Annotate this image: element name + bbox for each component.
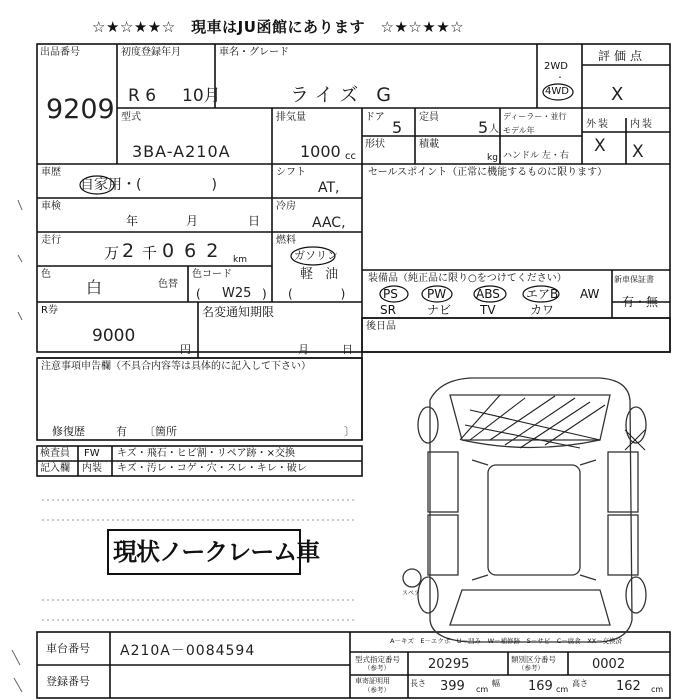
type-designation-sub: （参考） bbox=[364, 664, 390, 672]
lot-number-label: 出品番号 bbox=[40, 47, 80, 58]
cooler-value: AAC, bbox=[312, 215, 346, 231]
shift-value: AT, bbox=[318, 180, 340, 196]
entry-label: 記入欄 bbox=[40, 463, 70, 474]
interior-items: キズ・汚レ・コゲ・穴・スレ・キレ・破レ bbox=[117, 463, 307, 474]
warranty-options: 有・無 bbox=[622, 295, 659, 309]
handle-label: ハンドル 左・右 bbox=[503, 151, 569, 161]
displacement-value: 1000 bbox=[300, 142, 341, 161]
new-warranty-label: 新車保証書 bbox=[614, 275, 654, 284]
height-unit: cm bbox=[651, 685, 664, 694]
chassis-number-value: A210A－0084594 bbox=[120, 643, 256, 659]
interior-label: 内装 bbox=[630, 119, 654, 130]
category-label: 類別区分番号 bbox=[511, 655, 556, 664]
recycle-label: R券 bbox=[41, 305, 58, 316]
color-code-close: ) bbox=[262, 287, 267, 301]
color-code-open: ( bbox=[196, 287, 201, 301]
chassis-label: 車台番号 bbox=[46, 642, 90, 655]
rating-value: X bbox=[611, 84, 624, 105]
length-label: 長さ bbox=[410, 679, 426, 688]
color-label: 色 bbox=[41, 269, 51, 280]
fuel-other: ( ) bbox=[288, 287, 346, 301]
rating-label: 評価点 bbox=[598, 49, 647, 63]
no-claim-stamp: 現状ノークレーム車 bbox=[113, 538, 320, 566]
cert-label: 車寄証明用 bbox=[355, 677, 390, 685]
equip-sr: SR bbox=[380, 303, 396, 317]
equip-pw: PW bbox=[427, 287, 447, 301]
first-registration-label: 初度登録年月 bbox=[121, 47, 181, 58]
exterior-value: X bbox=[594, 136, 606, 156]
damage-legend: A－キズ E－エクボ U－凹み W－補修跡 S－サビ C－腐食 XX－交換済 bbox=[390, 637, 623, 645]
equip-abs: ABS bbox=[476, 287, 500, 301]
sales-point-label: セールスポイント（正常に機能するものに限ります） bbox=[368, 167, 608, 178]
fw-items: キズ・飛石・ヒビ割・リペア跡・×交換 bbox=[117, 448, 295, 459]
inspector-label: 検査員 bbox=[40, 448, 70, 459]
banner-text: ☆★☆★★☆ 現車はJU函館にあります ☆★☆★★☆ bbox=[92, 18, 465, 36]
inspection-year-label: 年 bbox=[126, 214, 139, 228]
color-value: 白 bbox=[86, 278, 103, 297]
type-designation-value: 20295 bbox=[428, 657, 470, 672]
plate-label: 登録番号 bbox=[46, 675, 90, 688]
shape-label: 形状 bbox=[365, 139, 385, 150]
inspection-day-label: 日 bbox=[248, 214, 261, 228]
length-value: 399 bbox=[440, 679, 465, 694]
category-sub: （参考） bbox=[518, 664, 544, 672]
repair-place-close: 〕 bbox=[344, 425, 355, 438]
equip-leather: カワ bbox=[530, 303, 555, 317]
fw-label: FW bbox=[84, 448, 100, 459]
cert-sub: （参考） bbox=[364, 686, 390, 694]
capacity-value: 5 bbox=[478, 118, 489, 137]
recycle-fee-value: 9000 bbox=[92, 326, 136, 346]
shift-label: シフト bbox=[276, 167, 306, 178]
equip-ps: PS bbox=[383, 287, 398, 301]
inspection-label: 車検 bbox=[41, 201, 61, 212]
lot-number-value: 9209 bbox=[46, 94, 115, 125]
mileage-sen-value: 0 6 2 bbox=[162, 240, 221, 262]
mileage-man-value: 2 bbox=[122, 240, 135, 262]
grade-4wd-label: 4WD bbox=[545, 86, 569, 97]
repair-has-label: 有 bbox=[116, 425, 127, 438]
length-unit: cm bbox=[476, 685, 489, 694]
fuel-label: 燃料 bbox=[276, 235, 296, 246]
load-unit: kg bbox=[487, 153, 498, 163]
exterior-label: 外装 bbox=[586, 119, 610, 130]
fuel-light-oil: 軽 油 bbox=[300, 267, 343, 282]
cc-unit: cc bbox=[345, 151, 356, 162]
inspection-month-label: 月 bbox=[186, 214, 199, 228]
category-value: 0002 bbox=[592, 657, 626, 672]
car-name-label: 車名・グレード bbox=[219, 47, 289, 58]
mileage-man-label: 万 bbox=[104, 244, 120, 262]
equip-tv: TV bbox=[480, 303, 496, 317]
cooler-label: 冷房 bbox=[276, 201, 296, 212]
registration-month-value: 10月 bbox=[182, 86, 221, 106]
deadline-month: 月 bbox=[298, 343, 309, 356]
model-year-label: モデル年 bbox=[503, 126, 535, 135]
dealer-label: ディーラー・並行 bbox=[503, 112, 567, 121]
deadline-day: 日 bbox=[342, 343, 353, 356]
after-fit-label: 後日品 bbox=[366, 321, 396, 332]
repair-history-label: 修復歴 bbox=[52, 425, 85, 438]
grade-dot: ・ bbox=[556, 73, 564, 82]
color-code-value: W25 bbox=[222, 286, 252, 301]
equipment-label: 装備品（純正品に限り○をつけてください） bbox=[368, 273, 567, 284]
color-change-label: 色替 bbox=[158, 279, 178, 290]
capacity-label: 定員 bbox=[419, 112, 439, 123]
width-value: 169 bbox=[528, 679, 553, 694]
height-value: 162 bbox=[616, 679, 641, 694]
deadline-label: 名変通知期限 bbox=[202, 305, 275, 319]
equip-aw: AW bbox=[580, 287, 600, 301]
interior-value: X bbox=[632, 142, 644, 162]
fuel-gasoline: ガソリン bbox=[294, 249, 338, 262]
repair-place-label: 〔箇所 bbox=[144, 425, 177, 438]
height-label: 高さ bbox=[572, 679, 588, 688]
equip-navi: ナビ bbox=[427, 303, 452, 317]
mileage-unit: km bbox=[233, 255, 247, 265]
recycle-unit: 円 bbox=[180, 343, 191, 356]
registration-era-value: R 6 bbox=[128, 86, 157, 106]
spare-label: スペア bbox=[402, 590, 421, 597]
history-value: 自家用・( ) bbox=[80, 177, 217, 193]
capacity-unit: 人 bbox=[489, 124, 499, 135]
color-code-label: 色コード bbox=[192, 269, 232, 280]
doors-label: ドア bbox=[365, 112, 385, 123]
doors-value: 5 bbox=[392, 118, 403, 137]
mileage-sen-label: 千 bbox=[142, 244, 158, 262]
interior-short-label: 内装 bbox=[82, 463, 102, 474]
load-label: 積載 bbox=[419, 139, 439, 150]
width-label: 幅 bbox=[492, 679, 500, 688]
notes-label: 注意事項申告欄（不具合内容等は具体的に記入して下さい） bbox=[41, 361, 311, 372]
history-label: 車歴 bbox=[41, 167, 61, 178]
width-unit: cm bbox=[556, 685, 569, 694]
model-label: 型式 bbox=[121, 112, 141, 123]
model-code-value: 3BA-A210A bbox=[132, 142, 231, 161]
mileage-label: 走行 bbox=[41, 235, 61, 246]
equip-airbag: エアB bbox=[526, 287, 559, 301]
car-name-value: ライズ G bbox=[290, 84, 398, 106]
type-designation-label: 型式指定番号 bbox=[355, 655, 400, 664]
displacement-label: 排気量 bbox=[276, 112, 306, 123]
grade-2wd-label: 2WD bbox=[544, 61, 568, 72]
